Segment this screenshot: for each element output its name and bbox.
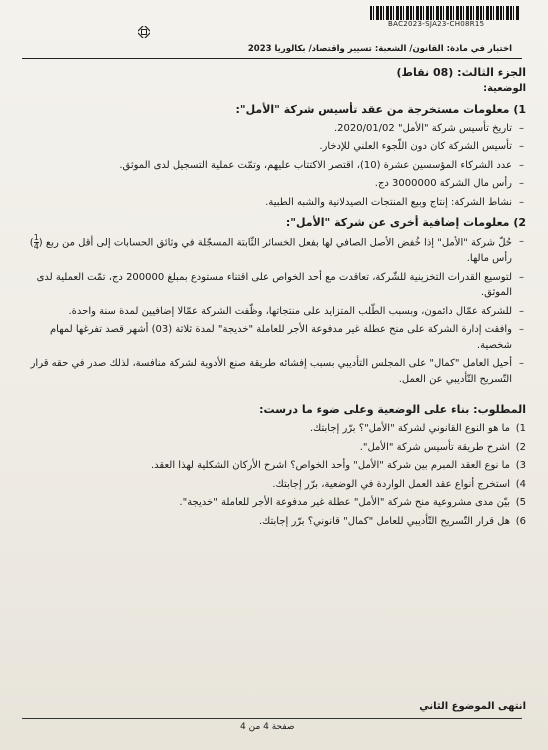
content [20, 64, 526, 532]
barcode [370, 6, 520, 20]
dissolution-text: حُلّ شركة "الأمل" إذا خُفض الأصل الصافي لها بفعل الخسائر الثّابتة المسجّلة في وثائق الحسابات [113, 237, 512, 249]
list-item: – وافقت إدارة الشركة على منح عطلة غير مدفوعة الأجر للعاملة "خديجة" لمدة ثلاثة (03) أشهر قصد تفرغها لمهام شخصية. [20, 322, 526, 353]
fraction [34, 234, 39, 251]
question-item [20, 421, 526, 437]
question-item [20, 495, 526, 511]
question-number: 4) [515, 478, 526, 490]
list-item: – نشاط الشركة: إنتاج وبيع المنتجات الصيدلانية والشبه الطبية. [20, 195, 526, 211]
list-item: – عدد الشركاء المؤسسين عشرة (10)، اقتصر الاكتتاب عليهم، وتمّت عملية التسجيل لدى الموثق. [20, 158, 526, 174]
question-number: 1) [515, 423, 526, 435]
part-points: (08 نقاط) [396, 66, 454, 79]
list-item: – تأسيس الشركة كان دون اللّجوء العلني للإدخار. [20, 139, 526, 155]
page-number: صفحة 4 من 4 [240, 722, 295, 732]
quarter-text: إلى أقل من ربع [45, 237, 111, 249]
list-item: – تاريخ تأسيس شركة "الأمل" 2020/01/02. [20, 121, 526, 137]
question-text: بيّن مدى مشروعية منح شركة "الأمل" عطلة غير مدفوعة الأجر للعاملة "خديجة". [179, 497, 510, 509]
question-item [20, 440, 526, 456]
required-title: المطلوب: بناء على الوضعية وعلى ضوء ما درست: [259, 403, 526, 417]
question-item [20, 477, 526, 493]
part-title: الجزء الثالث: [457, 66, 526, 79]
end-of-subject: انتهى الموضوع الثاني [419, 701, 526, 712]
question-item [20, 514, 526, 530]
exam-code: BAC2023-SJA23-CH08R15 [388, 20, 485, 28]
question-number: 5) [515, 497, 526, 509]
list-item: – لتوسيع القدرات التخزينية للشّركة، تعاقدت مع أحد الخواص على اقتناء مستودع بمبلغ 200000 دج، تمّت العملية لدى الموثق. [20, 270, 526, 301]
logo-icon [138, 26, 150, 38]
question-text: اشرح طريقة تأسيس شركة "الأمل". [359, 441, 510, 453]
section2-title: 2) معلومات إضافية أخرى عن شركة "الأمل": [285, 216, 526, 230]
question-text: ما نوع العقد المبرم بين شركة "الأمل" وأحد الخواص؟ اشرح الأركان الشكلية لهذا العقد. [150, 460, 510, 472]
question-text: هل قرار التّسريح التّأديبي للعامل "كمال" قانوني؟ برّر إجابتك. [258, 515, 510, 527]
section1-title: 1) معلومات مستخرجة من عقد تأسيس شركة "الأمل": [235, 102, 526, 116]
exam-header: اختبار في مادة: القانون/ الشعبة: تسيير واقتصاد/ بكالوريا 2023 [247, 44, 512, 54]
list-item: – للشركة عمّال دائمون، وبسبب الطّلب المتزايد على منتجاتها، وظّفت الشركة عمّالا إضافيين لمدة سنة واحدة. [20, 304, 526, 320]
capital-text: رأس مالها. [466, 253, 512, 265]
question-number: 3) [515, 460, 526, 472]
part-heading [20, 64, 526, 81]
question-text: استخرج أنواع عقد العمل الواردة في الوضعية، برّر إجابتك. [272, 478, 510, 490]
list-item: – أحيل العامل "كمال" على المجلس التأديبي بسبب إفشائه طريقة صنع الأدوية لشركة منافسة، لذلك صدر في حقه قرار التّسريح التّأديبي عن العمل. [20, 356, 526, 387]
list-item: – حُلّ شركة "الأمل" إذا خُفض الأصل الصافي لها بفعل الخسائر الثّابتة المسجّلة في وثائق الحسابات إلى أقل من ربع ( $\frac{1}{4}$ ) رأس مالها. [20, 234, 526, 267]
fraction-numerator: 1 [33, 233, 39, 243]
footer-divider [22, 718, 522, 719]
question-item [20, 458, 526, 474]
header-divider [22, 58, 522, 59]
question-number: 6) [515, 515, 526, 527]
list-item: – رأس مال الشركة 3000000 دج. [20, 176, 526, 192]
question-text: ما هو النوع القانوني لشركة "الأمل"؟ برّر إجابتك. [309, 423, 510, 435]
question-number: 2) [515, 441, 526, 453]
situation-label: الوضعية: [483, 83, 526, 95]
fraction-denominator: 4 [33, 242, 39, 252]
